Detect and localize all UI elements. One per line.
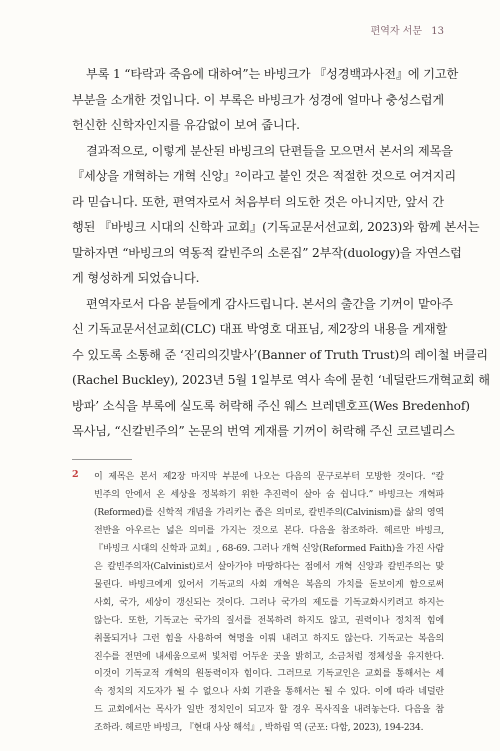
body-line: 라 믿습니다. 또한, 편역자로서 처음부터 의도한 것은 아니지만, 앞서 간: [72, 194, 444, 209]
body-line: 신 기독교문서선교회(CLC) 대표 박영호 대표님, 제2장의 내용을 게재할: [72, 322, 448, 336]
footnote-line: 사회, 국가, 세상이 갱신되는 것이다. 그러나 국가의 제도를 기독교화시키려고 하지는: [94, 597, 444, 608]
footnote: [72, 469, 444, 738]
body-line: 부록 1 “타락과 죽음에 대하여”는 바빙크가 『성경백과사전』에 기고한: [86, 67, 459, 81]
body-line: 목사님, “신칼빈주의” 논문의 번역 게재를 기꺼이 허락해 주신 코르넬리스: [72, 424, 455, 438]
footnote-line: 전반을 아우르는 넓은 의미를 가지는 것으로 본다. 다음을 참조하라. 헤르만 바빙크,: [94, 525, 444, 536]
footnote-line: 이것이 기독교적 개혁의 원동력이자 힘이다. 그러므로 기독교인은 교회를 통해서는 세: [94, 669, 444, 680]
body-line: 편역자로서 다음 분들에게 감사드립니다. 본서의 출간을 기꺼이 맡아주: [86, 296, 453, 311]
footnote-line: 않는다. 또한, 기독교는 국가의 질서를 전복하려 하지도 않고, 권력이나 정치적 힘에: [94, 615, 444, 626]
body-line: 헌신한 신학자인지를 유감없이 보여 줍니다.: [72, 118, 300, 132]
body-line: 말하자면 “바빙크의 역동적 칼빈주의 소론집” 2부작(duology)을 자연스럽: [72, 245, 462, 260]
footnote-line: 진수를 전면에 내세움으로써 빛처럼 어두운 곳을 밝히고, 소금처럼 정체성을 유지한다.: [94, 651, 444, 662]
body-line: 부분을 소개한 것입니다. 이 부록은 바빙크가 성경에 얼마나 충성스럽게: [72, 92, 444, 107]
footnote-line: 드 교회에서는 목사가 일반 정치인이 되고자 할 경우 목사직을 내려놓는다. 다음을 참: [94, 705, 444, 716]
footnote-line: 물린다. 바빙크에게 있어서 기독교의 사회 개혁은 복음의 가치를 돋보이게 함으로써: [94, 579, 444, 590]
footnote-line: 조하라. 헤르만 바빙크, 『현대 사상 해석』, 박하림 역 (군포: 다함, 2023), 194-234.: [94, 723, 424, 734]
footnote-line: 취몰되거나 그런 힘을 사용하여 혁명을 이뤄 내려고 하지도 않는다. 기독교는 복음의: [94, 633, 444, 644]
footnote-line: 속 정치의 지도자가 될 수 없으나 사회 기관을 통해서는 될 수 있다. 이에 따라 네덜란: [94, 687, 444, 698]
footnote-line: 이 제목은 본서 제2장 마지막 부분에 나오는 다음의 문구로부터 모방한 것이다. “칼: [94, 472, 444, 482]
running-header: [371, 22, 444, 37]
footnote-text: [94, 469, 444, 738]
footnote-divider: [72, 459, 132, 460]
body-line: 게 형성하게 되었습니다.: [72, 271, 200, 285]
body-line: (Rachel Buckley), 2023년 5월 1일부로 역사 속에 묻힌 ‘네덜란드개혁교회 해: [72, 373, 490, 387]
page-number: 13: [431, 26, 444, 37]
body-line: 수 있도록 소통해 준 ‘진리의깃발사’(Banner of Truth Trust)의 레이철 버클리: [72, 347, 488, 362]
body-line: 행된 『바빙크 시대의 신학과 교회』(기독교문서선교회, 2023)와 함께 본서는: [72, 220, 480, 234]
body-text: [72, 62, 490, 445]
chapter-title: 편역자 서문: [370, 26, 423, 37]
footnote-number: 2: [72, 469, 79, 480]
footnote-line: 은 칼빈주의자(Calvinist)로서 살아가야 마땅하다는 점에서 개혁 신앙과 칼빈주의는 맞: [94, 561, 444, 572]
footnote-line: 빈주의 안에서 온 세상을 정복하기 위한 추진력이 살아 숨 쉽니다.” 바빙크는 개혁파: [94, 489, 444, 500]
footnote-line: 『바빙크 시대의 신학과 교회』, 68-69. 그러나 개혁 신앙(Reformed Faith)을 가진 사람: [94, 543, 444, 554]
body-line: 결과적으로, 이렇게 분산된 바빙크의 단편들을 모으면서 본서의 제목을: [86, 143, 453, 158]
body-line: 『세상을 개혁하는 개혁 신앙』²이라고 붙인 것은 적절한 것으로 여겨지리: [72, 169, 457, 183]
body-line: 방파’ 소식을 부록에 실도록 허락해 주신 웨스 브레덴호프(Wes Bredenhof): [72, 398, 470, 413]
footnote-line: (Reformed)를 신학적 개념을 가리키는 좁은 의미로, 칼빈주의(Calvinism)를 삶의 영역: [94, 507, 444, 518]
